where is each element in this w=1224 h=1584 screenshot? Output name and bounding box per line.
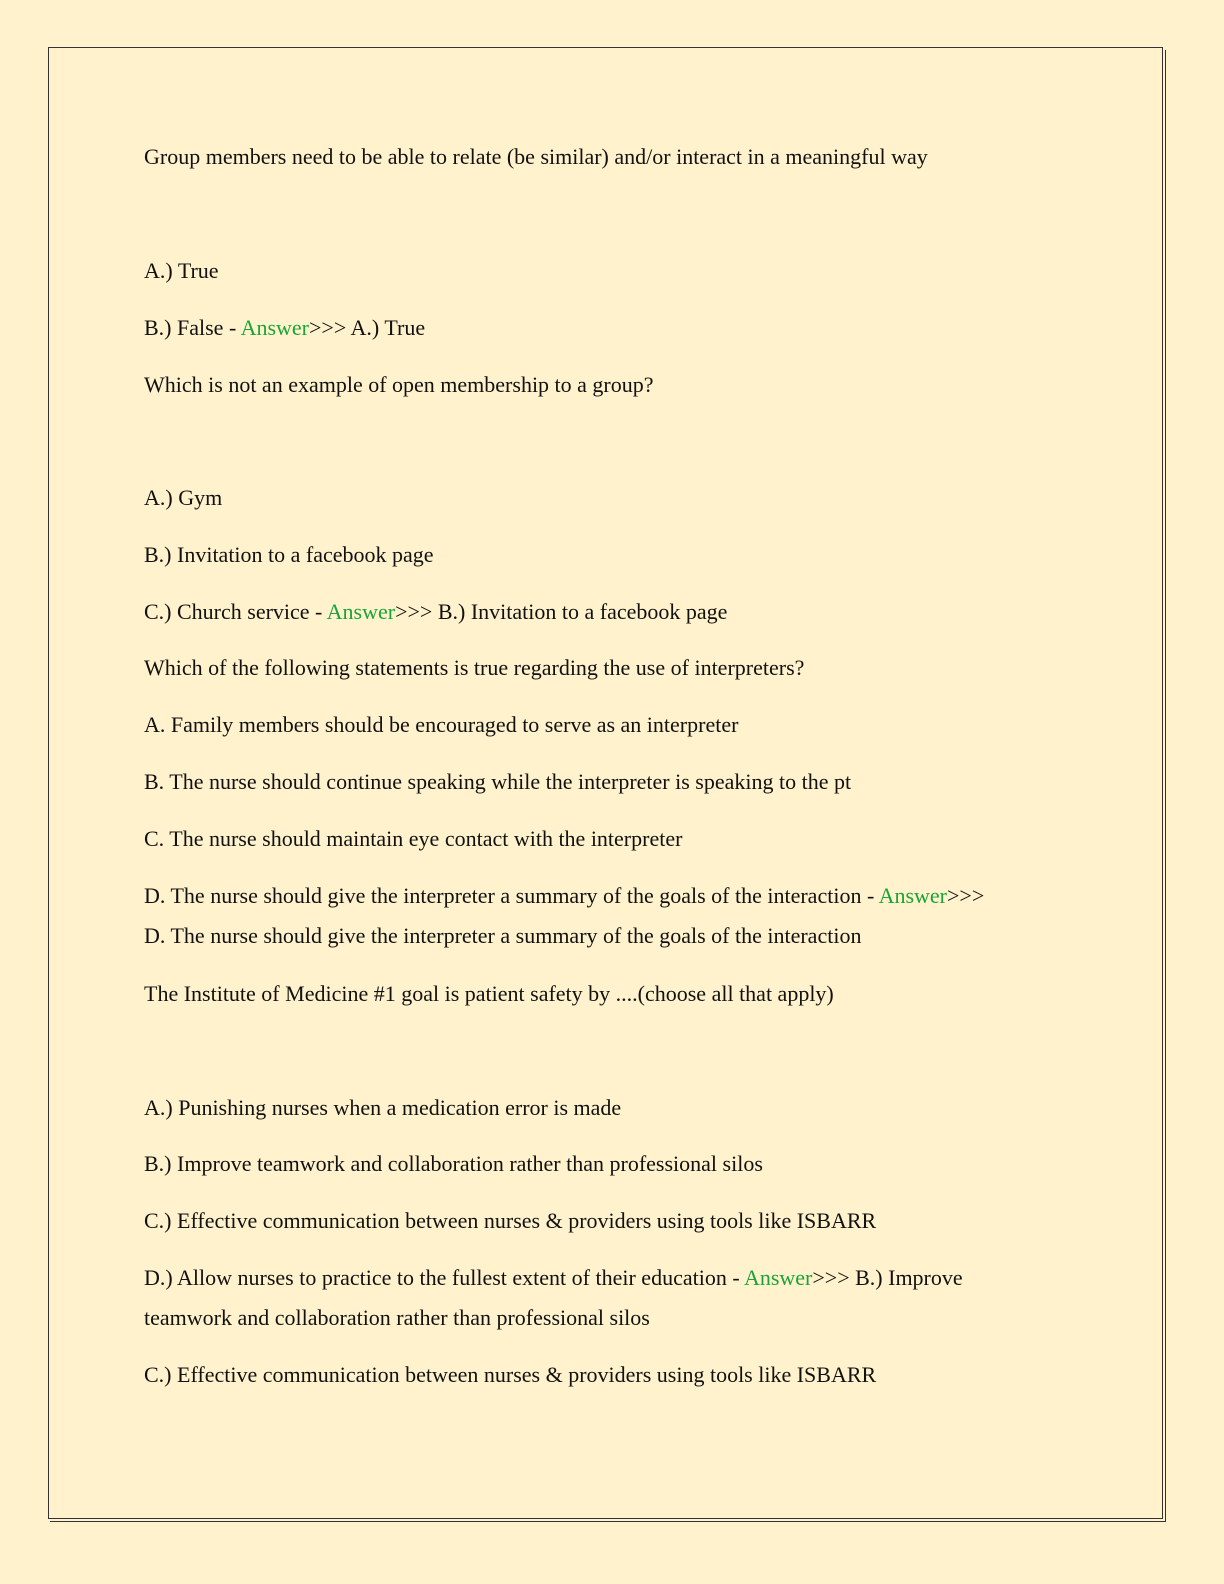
page-border-shadow-right — [1165, 50, 1166, 1522]
question-4-option-b: B.) Improve teamwork and collaboration rather than professional silos — [144, 1151, 763, 1176]
question-2-text: Which is not an example of open membership to a group? — [144, 372, 654, 397]
answer-label: Answer — [878, 883, 947, 908]
question-3-option-b: B. The nurse should continue speaking while the interpreter is speaking to the pt — [144, 769, 852, 794]
question-2-option-c-answer: C.) Church service - Answer>>> B.) Invitation to a facebook page — [144, 599, 728, 624]
question-4-answer-continued: teamwork and collaboration rather than professional silos — [144, 1305, 650, 1330]
question-4-option-c: C.) Effective communication between nurses & providers using tools like ISBARR — [144, 1208, 877, 1233]
question-2-option-b: B.) Invitation to a facebook page — [144, 542, 434, 567]
question-4-answer-text-c: C.) Effective communication between nurses & providers using tools like ISBARR — [144, 1362, 877, 1387]
answer-label: Answer — [326, 599, 396, 624]
question-1-option-a: A.) True — [144, 258, 219, 283]
question-3-option-a: A. Family members should be encouraged to serve as an interpreter — [144, 712, 739, 737]
answer-label: Answer — [240, 315, 309, 340]
question-2-option-a: A.) Gym — [144, 485, 223, 510]
question-3-answer-text: D. The nurse should give the interpreter a summary of the goals of the interaction — [144, 923, 862, 948]
question-4-option-a: A.) Punishing nurses when a medication error is made — [144, 1095, 622, 1120]
question-3-text: Which of the following statements is true regarding the use of interpreters? — [144, 655, 805, 680]
question-1-text: Group members need to be able to relate (be similar) and/or interact in a meaningful way — [144, 144, 928, 169]
question-4-option-d-answer: D.) Allow nurses to practice to the fullest extent of their education - Answer>>> B.) Improve — [144, 1265, 963, 1290]
question-4-text: The Institute of Medicine #1 goal is patient safety by ....(choose all that apply) — [144, 981, 834, 1006]
question-3-option-d-answer: D. The nurse should give the interpreter a summary of the goals of the interaction - Answer>>> — [144, 883, 985, 908]
question-1-option-b-answer: B.) False - Answer>>> A.) True — [144, 315, 426, 340]
answer-label: Answer — [743, 1265, 813, 1290]
page-border-shadow-bottom — [50, 1521, 1166, 1522]
question-3-option-c: C. The nurse should maintain eye contact with the interpreter — [144, 826, 683, 851]
